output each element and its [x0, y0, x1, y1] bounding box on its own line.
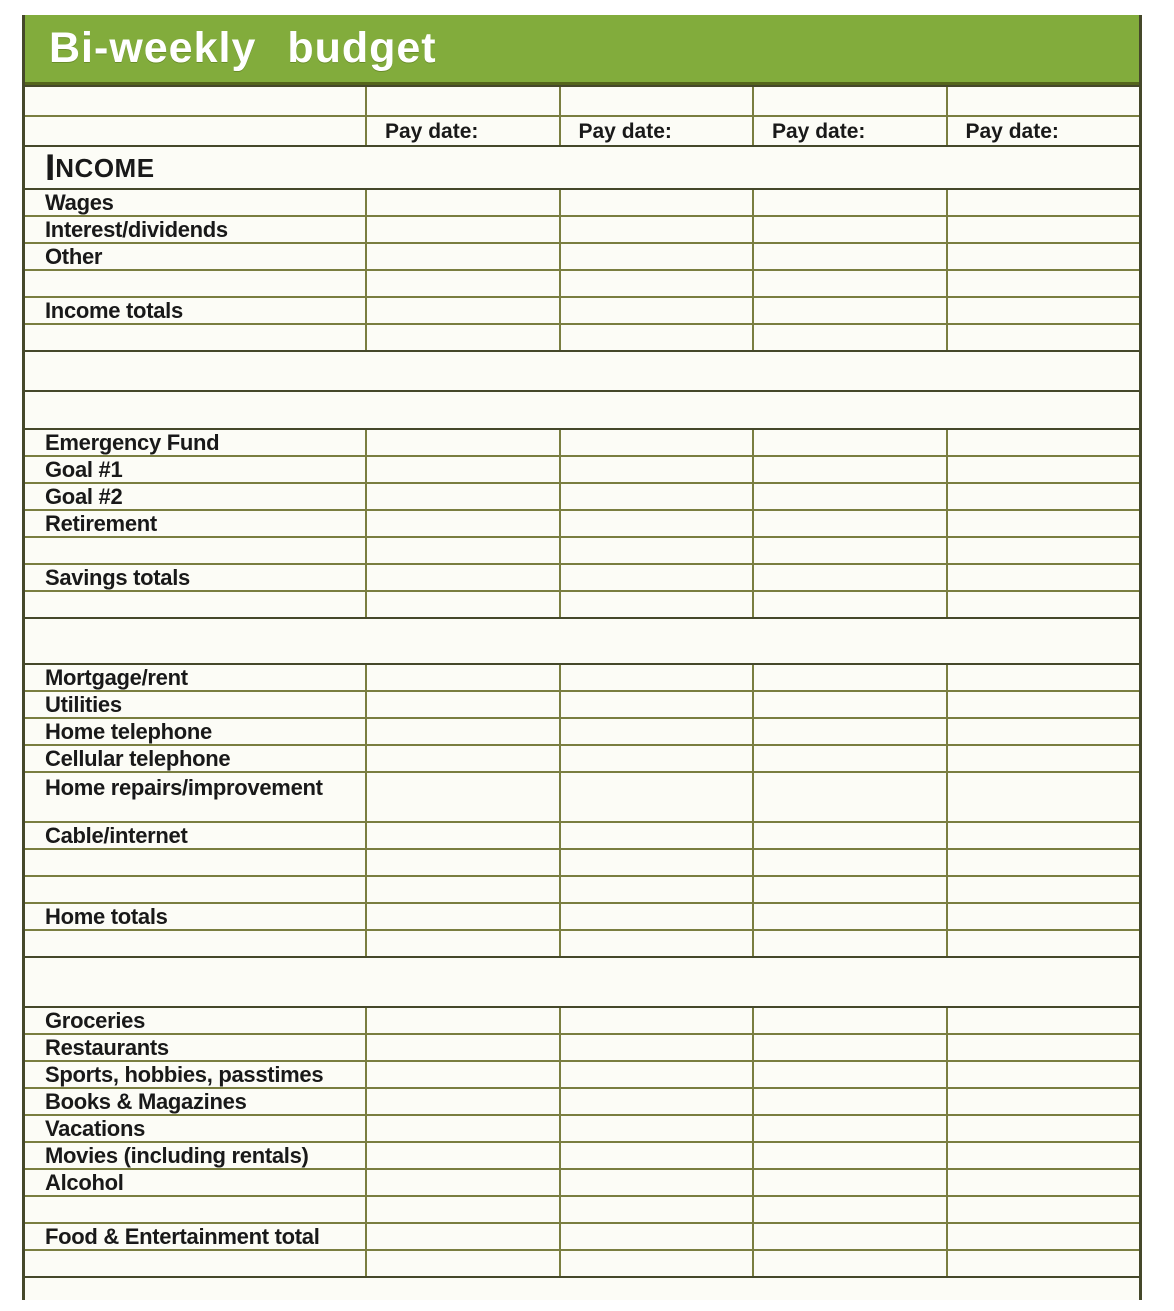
value-cell [559, 87, 753, 115]
value-cell [752, 325, 946, 350]
row-label: Goal #1 [25, 457, 365, 482]
row-label: Home totals [25, 904, 365, 929]
page-title: Bi-weekly budget [49, 24, 437, 72]
value-cell [946, 1089, 1140, 1114]
value-cell [946, 1035, 1140, 1060]
value-cell [365, 1008, 559, 1033]
row-label-empty [25, 87, 365, 115]
value-cell [559, 692, 753, 717]
value-cell [365, 565, 559, 590]
row-label-empty [25, 271, 365, 296]
value-cell [946, 325, 1140, 350]
row-label-empty [25, 850, 365, 875]
value-cell [752, 1197, 946, 1222]
value-cell [946, 823, 1140, 848]
value-cell [752, 484, 946, 509]
value-cell [946, 538, 1140, 563]
table-row [25, 1114, 1139, 1141]
value-cell [946, 850, 1140, 875]
value-cell [752, 746, 946, 771]
value-cell [559, 244, 753, 269]
value-cell [365, 430, 559, 455]
value-cell [752, 538, 946, 563]
table-row [25, 188, 1139, 215]
row-label-empty [25, 877, 365, 902]
row-label-empty [25, 538, 365, 563]
value-cell [365, 746, 559, 771]
section-spacer [25, 350, 1139, 390]
row-label: Home repairs/improvement [25, 773, 365, 821]
pay-date-header: Pay date: [752, 117, 946, 145]
value-cell [752, 692, 946, 717]
value-cell [752, 457, 946, 482]
value-cell [752, 244, 946, 269]
table-row-blank [25, 536, 1139, 563]
value-cell [365, 1116, 559, 1141]
value-cell [365, 592, 559, 617]
value-cell [559, 877, 753, 902]
value-cell [559, 719, 753, 744]
value-cell [946, 565, 1140, 590]
pay-date-header: Pay date: [365, 117, 559, 145]
value-cell [946, 457, 1140, 482]
table-row-blank [25, 1195, 1139, 1222]
value-cell [559, 1062, 753, 1087]
value-cell [365, 904, 559, 929]
table-row [25, 821, 1139, 848]
table-row-total [25, 296, 1139, 323]
value-cell [365, 1035, 559, 1060]
value-cell [752, 217, 946, 242]
value-cell [365, 665, 559, 690]
value-cell [946, 931, 1140, 956]
row-label-empty [25, 1197, 365, 1222]
value-cell [752, 1116, 946, 1141]
value-cell [559, 904, 753, 929]
value-cell [559, 430, 753, 455]
value-cell [752, 87, 946, 115]
table-row [25, 771, 1139, 821]
row-label: Movies (including rentals) [25, 1143, 365, 1168]
value-cell [752, 823, 946, 848]
row-label: Books & Magazines [25, 1089, 365, 1114]
table-row [25, 85, 1139, 115]
row-label: Income totals [25, 298, 365, 323]
value-cell [559, 1224, 753, 1249]
value-cell [559, 190, 753, 215]
value-cell [752, 298, 946, 323]
value-cell [365, 823, 559, 848]
value-cell [946, 1251, 1140, 1276]
value-cell [365, 484, 559, 509]
value-cell [559, 665, 753, 690]
value-cell [946, 904, 1140, 929]
table-row-blank [25, 848, 1139, 875]
value-cell [752, 1170, 946, 1195]
value-cell [946, 719, 1140, 744]
section-title-rest: NCOME [55, 152, 155, 183]
value-cell [946, 1197, 1140, 1222]
value-cell [559, 773, 753, 821]
value-cell [559, 457, 753, 482]
value-cell [559, 1116, 753, 1141]
value-cell [752, 511, 946, 536]
value-cell [559, 823, 753, 848]
value-cell [752, 665, 946, 690]
value-cell [752, 773, 946, 821]
value-cell [752, 1143, 946, 1168]
row-label: Wages [25, 190, 365, 215]
value-cell [365, 87, 559, 115]
pay-date-header: Pay date: [946, 117, 1140, 145]
pay-date-row [25, 115, 1139, 145]
row-label: Groceries [25, 1008, 365, 1033]
value-cell [946, 87, 1140, 115]
value-cell [365, 692, 559, 717]
pay-date-header: Pay date: [559, 117, 753, 145]
value-cell [752, 1251, 946, 1276]
table-row [25, 663, 1139, 690]
table-row [25, 717, 1139, 744]
value-cell [365, 538, 559, 563]
value-cell [559, 325, 753, 350]
value-cell [752, 565, 946, 590]
value-cell [752, 904, 946, 929]
value-cell [752, 1224, 946, 1249]
table-row [25, 482, 1139, 509]
value-cell [946, 665, 1140, 690]
value-cell [559, 1089, 753, 1114]
table-row [25, 690, 1139, 717]
value-cell [946, 773, 1140, 821]
value-cell [752, 719, 946, 744]
row-label: Mortgage/rent [25, 665, 365, 690]
table-row [25, 455, 1139, 482]
row-label-empty [25, 117, 365, 145]
value-cell [365, 1062, 559, 1087]
value-cell [559, 298, 753, 323]
value-cell [365, 850, 559, 875]
value-cell [559, 1170, 753, 1195]
row-label: Other [25, 244, 365, 269]
row-label: Food & Entertainment total [25, 1224, 365, 1249]
section-spacer [25, 1276, 1139, 1300]
value-cell [946, 298, 1140, 323]
value-cell [365, 1143, 559, 1168]
row-label: Home telephone [25, 719, 365, 744]
section-title [25, 147, 1139, 188]
row-label: Cable/internet [25, 823, 365, 848]
value-cell [559, 565, 753, 590]
value-cell [752, 271, 946, 296]
row-label: Sports, hobbies, passtimes [25, 1062, 365, 1087]
value-cell [946, 1143, 1140, 1168]
section-spacer [25, 617, 1139, 663]
value-cell [946, 484, 1140, 509]
value-cell [365, 190, 559, 215]
row-label: Retirement [25, 511, 365, 536]
row-label: Interest/dividends [25, 217, 365, 242]
table-row-total [25, 902, 1139, 929]
row-label: Alcohol [25, 1170, 365, 1195]
value-cell [365, 511, 559, 536]
value-cell [365, 1197, 559, 1222]
value-cell [365, 298, 559, 323]
table-row-blank [25, 875, 1139, 902]
value-cell [365, 325, 559, 350]
value-cell [365, 1170, 559, 1195]
value-cell [365, 217, 559, 242]
value-cell [946, 190, 1140, 215]
value-cell [946, 692, 1140, 717]
value-cell [752, 1008, 946, 1033]
value-cell [559, 1197, 753, 1222]
value-cell [752, 190, 946, 215]
table-row [25, 509, 1139, 536]
value-cell [946, 1170, 1140, 1195]
table-row [25, 1060, 1139, 1087]
row-label-empty [25, 931, 365, 956]
title-bar [25, 15, 1139, 85]
value-cell [559, 1143, 753, 1168]
table-row-blank [25, 1249, 1139, 1276]
value-cell [365, 457, 559, 482]
value-cell [559, 538, 753, 563]
value-cell [946, 244, 1140, 269]
value-cell [946, 592, 1140, 617]
row-label: Emergency Fund [25, 430, 365, 455]
value-cell [752, 592, 946, 617]
value-cell [365, 877, 559, 902]
value-cell [752, 430, 946, 455]
row-label-empty [25, 592, 365, 617]
value-cell [559, 217, 753, 242]
value-cell [946, 271, 1140, 296]
value-cell [365, 244, 559, 269]
row-label: Savings totals [25, 565, 365, 590]
value-cell [365, 1089, 559, 1114]
value-cell [752, 877, 946, 902]
value-cell [559, 271, 753, 296]
row-label: Cellular telephone [25, 746, 365, 771]
value-cell [946, 511, 1140, 536]
table-row [25, 242, 1139, 269]
value-cell [946, 217, 1140, 242]
row-label: Utilities [25, 692, 365, 717]
table-row-blank [25, 323, 1139, 350]
table-row [25, 1033, 1139, 1060]
value-cell [559, 592, 753, 617]
value-cell [946, 1224, 1140, 1249]
value-cell [752, 1035, 946, 1060]
value-cell [365, 931, 559, 956]
value-cell [946, 1008, 1140, 1033]
value-cell [559, 511, 753, 536]
table-row [25, 1006, 1139, 1033]
section-spacer [25, 390, 1139, 428]
row-label-empty [25, 325, 365, 350]
value-cell [752, 1089, 946, 1114]
value-cell [946, 1116, 1140, 1141]
value-cell [752, 931, 946, 956]
section-spacer [25, 956, 1139, 1006]
value-cell [559, 746, 753, 771]
value-cell [365, 773, 559, 821]
table-row [25, 1168, 1139, 1195]
table-row [25, 428, 1139, 455]
value-cell [365, 1224, 559, 1249]
table-row [25, 215, 1139, 242]
value-cell [752, 850, 946, 875]
value-cell [559, 484, 753, 509]
value-cell [559, 1008, 753, 1033]
value-cell [946, 1062, 1140, 1087]
section-title-initial: I [45, 147, 56, 188]
value-cell [752, 1062, 946, 1087]
table-row-blank [25, 929, 1139, 956]
table-row-total [25, 1222, 1139, 1249]
value-cell [559, 850, 753, 875]
row-label: Restaurants [25, 1035, 365, 1060]
table-row-blank [25, 269, 1139, 296]
value-cell [946, 430, 1140, 455]
value-cell [946, 877, 1140, 902]
row-label: Vacations [25, 1116, 365, 1141]
value-cell [365, 1251, 559, 1276]
table-row [25, 1141, 1139, 1168]
value-cell [559, 1251, 753, 1276]
row-label: Goal #2 [25, 484, 365, 509]
table-row-blank [25, 590, 1139, 617]
budget-sheet [22, 15, 1142, 1300]
value-cell [559, 1035, 753, 1060]
value-cell [559, 931, 753, 956]
value-cell [365, 271, 559, 296]
table-row [25, 744, 1139, 771]
row-label-empty [25, 1251, 365, 1276]
table-row [25, 1087, 1139, 1114]
value-cell [946, 746, 1140, 771]
income-section-header [25, 145, 1139, 188]
value-cell [365, 719, 559, 744]
table-row-total [25, 563, 1139, 590]
